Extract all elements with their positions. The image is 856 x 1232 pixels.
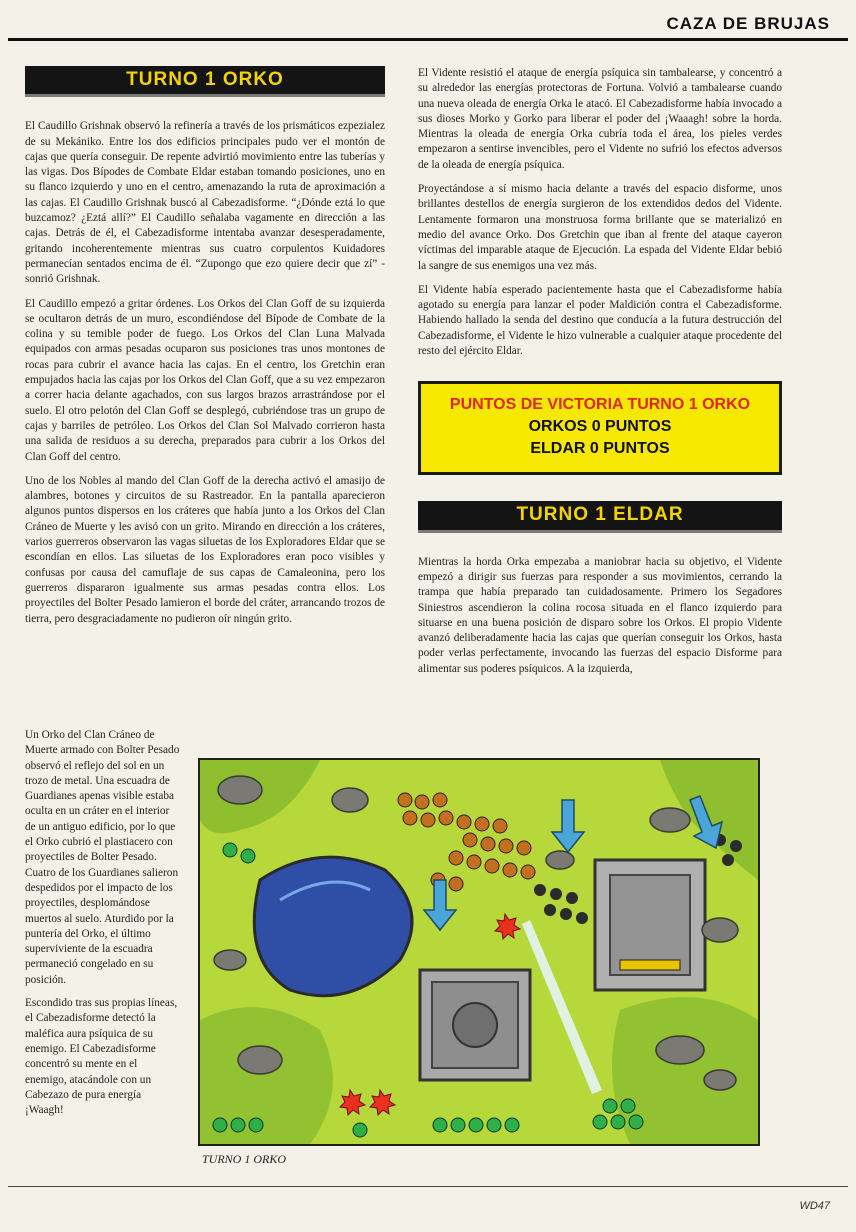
paragraph: Uno de los Nobles al mando del Clan Goff de la derecha activó el amasijo de alambres, botones y circuitos de su Rastreador. En la pantalla aparecieron algunos puntos dispersos en los cráteres que había junto a los Orkos del Clan Cráneo de Muerte y les avisó con un grito. Mirando en dirección a los cráteres, varios guerreros observaron las vagas siluetas de los Exploradores Eldar que se escondían en ellos. Las siluetas de los Exploradores eran poco visibles y confusas por causa del camuflaje de sus capas de Camaleonina, pero los guerreros dispararon igualmente sus armas pesadas contra ellos. Los proyectiles del Bolter Pesado lamieron el borde del cráter, arrancando trozos de tierra, pero desgraciadamente no pudieron oír ningún grito.: [25, 474, 385, 625]
header-rule: [8, 38, 848, 41]
paragraph: El Vidente resistió el ataque de energía psíquica sin tambalearse, y concentró a su alrededor las energías protectoras de Fortuna. Volvió a tambalearse cuando una nueva oleada de energía Orka le atacó. El Cabezadisforme había invocado a sus dioses Morko y Gorko para liberar el poder del ¡Waaagh! sobre la horda. Mientras la oleada de energía Orka cubría toda el área, los pieles verdes empezaron a sentirse invencibles, pero el Vidente no sufrió los efectos adversos de la oleada de energía psíquica.: [418, 67, 782, 171]
left-column: [25, 66, 385, 636]
section-title: CAZA DE BRUJAS: [666, 14, 830, 33]
footer-rule: [8, 1186, 848, 1187]
paragraph: El Vidente había esperado pacientemente hasta que el Cabezadisforme había agotado su energía para lanzar el poder Maldición contra el Cabezadisforme. Habiendo hallado la senda del destino que conducía a la futura destrucción del Cabezadisforme, el Vidente le hizo vulnerable a cualquier ataque procedente del resto del ejército Eldar.: [418, 283, 782, 358]
paragraph: Mientras la horda Orka empezaba a maniobrar hacia su objetivo, el Vidente empezó a dirigir sus fuerzas para responder a sus movimientos, cerrando la trampa que había preparado tan cuidadosamente. Primero los Segadores Siniestros ascendieron la colina rocosa situada en el flanco izquierdo para situarse en una buena posición de disparo sobre los Orkos. El propio Vidente avanzó deliberadamente hacia las cajas que querían conseguir los Orkos, hasta poder verlas perfectamente, invocando las fuerzas del espacio Disforme para alimentar sus poderes psíquicos. A la izquierda,: [418, 555, 782, 675]
victory-points-box: [418, 381, 782, 475]
battle-map: [198, 758, 760, 1146]
paragraph: Un Orko del Clan Cráneo de Muerte armado con Bolter Pesado observó el reflejo del sol en un trozo de metal. Una escuadra de Guardianes apenas visible estaba oculta en un cráter en el interior de un antiguo edificio, por lo que el Orko cubrió el plastiacero con proyectiles de Bolter Pesado. Cuatro de los Guardianes salieron despedidos por el impacto de los proyectiles, desplomándose muertos al suelo. Aturdido por la puntería del Orko, el último superviviente de la escuadra permaneció congelado en su posición.: [25, 729, 180, 986]
paragraph: El Caudillo empezó a gritar órdenes. Los Orkos del Clan Goff de su izquierda se ocultaron detrás de un muro, escondiéndose del Bípode de Combate de la colina y su temible poder de fuego. Los Orkos del Clan Luna Malvada equipados con armas pesadas ocuparon sus posiciones tras unos montones de rocas para cubrir el avance hacia las cajas. En el centro, los Gretchin eran empujados hacia las cajas por los Orkos del Clan Goff, que a su vez empezaron a correr hacia delante agachados, con sus largos brazos arrastrándose por el suelo. El otro pelotón del Clan Goff se desplegó, cubriéndose tras un grupo de cajas y barriles de petróleo. Los Orkos del Clan Sol Malvado corrieron hasta una salida de residuos a su derecha, preparados para cubrir a los Orkos del Clan Goff del centro.: [25, 297, 385, 463]
turn-heading-orko: TURNO 1 ORKO: [25, 66, 385, 97]
page-number: WD47: [799, 1200, 830, 1212]
battle-map-illustration: [200, 760, 758, 1144]
orkos-points: ORKOS 0 PUNTOS: [528, 418, 672, 436]
narrow-column: [25, 728, 181, 1126]
paragraph: Escondido tras sus propias líneas, el Cabezadisforme detectó la maléfica aura psíquica de su enemigo. El Cabezadisforme concentró su mente en el enemigo, atacándole con un Cabezazo de pura energía ¡Waagh!: [25, 997, 178, 1117]
turn-heading-eldar: TURNO 1 ELDAR: [418, 501, 782, 532]
paragraph: Proyectándose a sí mismo hacia delante a través del espacio disforme, unos brillantes destellos de energía surgieron de los extendidos dedos del Vidente. Lentamente formaron una monstruosa forma brillante que se materializó en medio del avance Orko. Dos Gretchin que iban al frente del ataque cayeron víctimas del imparable ataque de Ejecución. La espada del Vidente Eldar bebió la sangre de sus enemigos una vez más.: [418, 183, 782, 272]
right-column: [418, 66, 782, 686]
paragraph: El Caudillo Grishnak observó la refinería a través de los prismáticos ezpezialez de su Mekániko. Entre los dos edificios principales pudo ver el montón de cajas que quería conseguir. De repente advirtió movimiento entre las tuberías y las vigas. Dos Bípodes de Combate Eldar estaban tomando posiciones, uno en su flanco izquierdo y uno en el centro, amenazando la ruta de aproximación a las cajas. El Caudillo Grishnak buscó al Cabezadisforme. “¿Dónde eztá lo que buzcamoz? ¿Eztá allí?” El Caudillo señalaba vagamente en dirección a las cajas. Detrás de él, el Cabezadisforme intentaba avanzar desesperadamente, gritando incoherentemente mientras sus cuatro corpulentos Kuidadores permanecían sentados encima de él. “Zupongo que ezo quiere decir que zí” - sonrió Grishnak.: [25, 120, 385, 286]
victory-points-title: PUNTOS DE VICTORIA TURNO 1 ORKO: [449, 396, 751, 414]
eldar-points: ELDAR 0 PUNTOS: [530, 440, 670, 458]
map-caption: TURNO 1 ORKO: [202, 1152, 287, 1166]
